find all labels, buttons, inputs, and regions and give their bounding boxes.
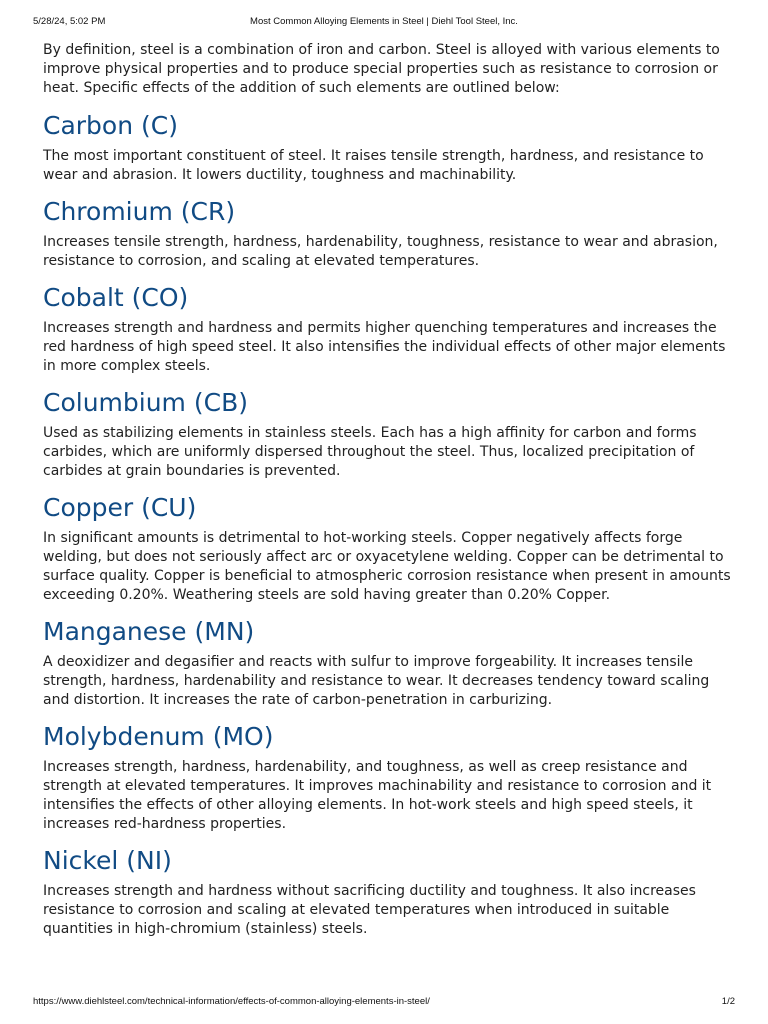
element-section-columbium	[43, 387, 733, 481]
element-description: Increases strength and hardness and permits higher quenching temperatures and increases the red hardness of high speed steel. It also intensifies the individual effects of other major elements in more complex steels.	[43, 320, 726, 374]
element-section-nickel	[43, 845, 733, 939]
print-page-title: Most Common Alloying Elements in Steel | Diehl Tool Steel, Inc.	[250, 16, 518, 27]
print-footer	[33, 996, 735, 1010]
element-section-manganese	[43, 616, 733, 710]
element-section-carbon	[43, 110, 733, 185]
page-number: 1/2	[721, 996, 735, 1007]
element-description: Increases strength and hardness without sacrificing ductility and toughness. It also increases resistance to corrosion and scaling at elevated temperatures when introduced in suitable quantities in high-chromium (stainless) steels.	[43, 883, 696, 937]
element-heading: Manganese (MN)	[43, 617, 255, 646]
element-heading: Cobalt (CO)	[43, 283, 189, 312]
element-description: The most important constituent of steel. It raises tensile strength, hardness, and resistance to wear and abrasion. It lowers ductility, toughness and machinability.	[43, 148, 704, 183]
element-description: Increases strength, hardness, hardenability, and toughness, as well as creep resistance and strength at elevated temperatures. It improves machinability and resistance to corrosion and it intensifies the effects of other alloying elements. In hot-work steels and high speed steels, it increases red-hardness properties.	[43, 759, 712, 832]
element-description: In significant amounts is detrimental to hot-working steels. Copper negatively affects forge welding, but does not seriously affect arc or oxyacetylene welding. Copper can be detrimental to surface quality. Copper is beneficial to atmospheric corrosion resistance when present in amounts exceeding 0.20%. Weathering steels are sold having greater than 0.20% Copper.	[43, 530, 731, 603]
print-datetime: 5/28/24, 5:02 PM	[33, 16, 106, 27]
print-url: https://www.diehlsteel.com/technical-information/effects-of-common-alloying-elements-in-steel/	[33, 996, 430, 1007]
intro-paragraph: By definition, steel is a combination of iron and carbon. Steel is alloyed with various elements to improve physical properties and to produce special properties such as resistance to corrosion or heat. Specific effects of the addition of such elements are outlined below:	[43, 42, 720, 96]
element-section-copper	[43, 492, 733, 605]
element-section-cobalt	[43, 282, 733, 376]
print-header	[33, 16, 735, 30]
element-heading: Molybdenum (MO)	[43, 722, 274, 751]
article-content	[43, 41, 733, 950]
element-section-chromium	[43, 196, 733, 271]
element-heading: Nickel (NI)	[43, 846, 172, 875]
element-heading: Chromium (CR)	[43, 197, 236, 226]
element-description: Increases tensile strength, hardness, hardenability, toughness, resistance to wear and abrasion, resistance to corrosion, and scaling at elevated temperatures.	[43, 234, 718, 269]
element-section-molybdenum	[43, 721, 733, 834]
element-heading: Columbium (CB)	[43, 388, 248, 417]
element-heading: Copper (CU)	[43, 493, 197, 522]
element-heading: Carbon (C)	[43, 111, 178, 140]
element-description: Used as stabilizing elements in stainless steels. Each has a high affinity for carbon and forms carbides, which are uniformly dispersed throughout the steel. Thus, localized precipitation of carbides at grain boundaries is prevented.	[43, 425, 697, 479]
element-description: A deoxidizer and degasifier and reacts with sulfur to improve forgeability. It increases tensile strength, hardness, hardenability and resistance to wear. It decreases tendency toward scaling and distortion. It increases the rate of carbon-penetration in carburizing.	[43, 654, 710, 708]
